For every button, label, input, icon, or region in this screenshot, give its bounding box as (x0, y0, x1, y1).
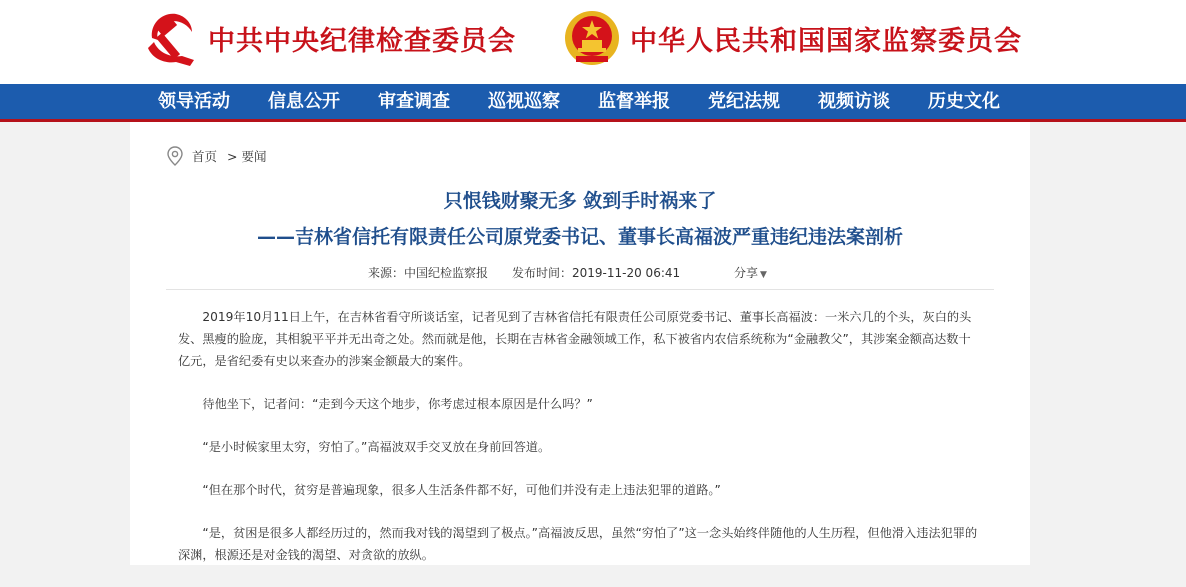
meta-divider (166, 289, 994, 290)
caret-down-icon: ▼ (760, 270, 767, 280)
site-header (0, 0, 1186, 84)
nav-item-video[interactable]: 视频访谈 (818, 91, 890, 112)
nav-item-leadership[interactable]: 领导活动 (158, 91, 230, 112)
article-paragraph: “但在那个时代，贫穷是普遍现象，很多人生活条件都不好，可他们并没有走上违法犯罪的道路。” (202, 483, 721, 497)
share-dropdown[interactable] (734, 264, 767, 281)
location-pin-icon (166, 146, 184, 166)
breadcrumb-separator: > (227, 148, 238, 164)
article-page (130, 122, 1030, 565)
ccdi-name: 中共中央纪律检查委员会 (208, 25, 516, 57)
article-subtitle: ——吉林省信托有限责任公司原党委书记、董事长高福波严重违纪违法案剖析 (256, 226, 903, 248)
national-emblem-icon (562, 8, 622, 68)
article-source: 来源：中国纪检监察报 (368, 266, 489, 280)
nav-item-report[interactable]: 监督举报 (598, 91, 670, 112)
nav-item-regulations[interactable]: 党纪法规 (708, 91, 780, 112)
breadcrumb-home-link[interactable]: 首页 (192, 149, 218, 164)
nsc-name: 中华人民共和国国家监察委员会 (630, 25, 1022, 57)
article-publish-time: 发布时间：2019-11-20 06:41 (512, 266, 681, 280)
article-title: 只恨钱财聚无多 敛到手时祸来了 (443, 190, 717, 212)
article-body (178, 306, 982, 587)
article-paragraph: “是小时候家里太穷，穷怕了。”高福波双手交叉放在身前回答道。 (202, 440, 551, 454)
ccdi-logo[interactable] (140, 8, 516, 68)
article-paragraph: 2019年10月11日上午，在吉林省看守所谈话室，记者见到了吉林省信托有限责任公司原党委书记、董事长高福波：一米六几的个头，灰白的头发、黑瘦的脸庞，其相貌平平并无出奇之处。然而就是他，长期在吉林省金融领域工作，私下被省内农信系统称为“金融教父”，其涉案金额高达数十亿元，是省纪委有史以来查办的涉案金额最大的案件。 (178, 310, 972, 368)
nav-item-investigation[interactable]: 审查调查 (378, 91, 450, 112)
article-paragraph: 待他坐下，记者问：“走到今天这个地步，你考虑过根本原因是什么吗？” (202, 397, 593, 411)
breadcrumb (166, 146, 267, 166)
article-paragraph: “是，贫困是很多人都经历过的，然而我对钱的渴望到了极点。”高福波反思，虽然“穷怕了”这一念头始终伴随他的人生历程，但他滑入违法犯罪的深渊，根源还是对金钱的渴望、对贪欲的放纵。 (178, 526, 978, 562)
main-navigation (0, 84, 1186, 122)
nav-item-history[interactable]: 历史文化 (928, 91, 1000, 112)
nav-item-disclosure[interactable]: 信息公开 (268, 91, 340, 112)
nav-item-inspection[interactable]: 巡视巡察 (488, 91, 560, 112)
party-emblem-icon (140, 8, 200, 68)
share-label: 分享 (734, 266, 759, 280)
nsc-logo[interactable] (562, 8, 1022, 68)
breadcrumb-current-link[interactable]: 要闻 (241, 149, 267, 164)
